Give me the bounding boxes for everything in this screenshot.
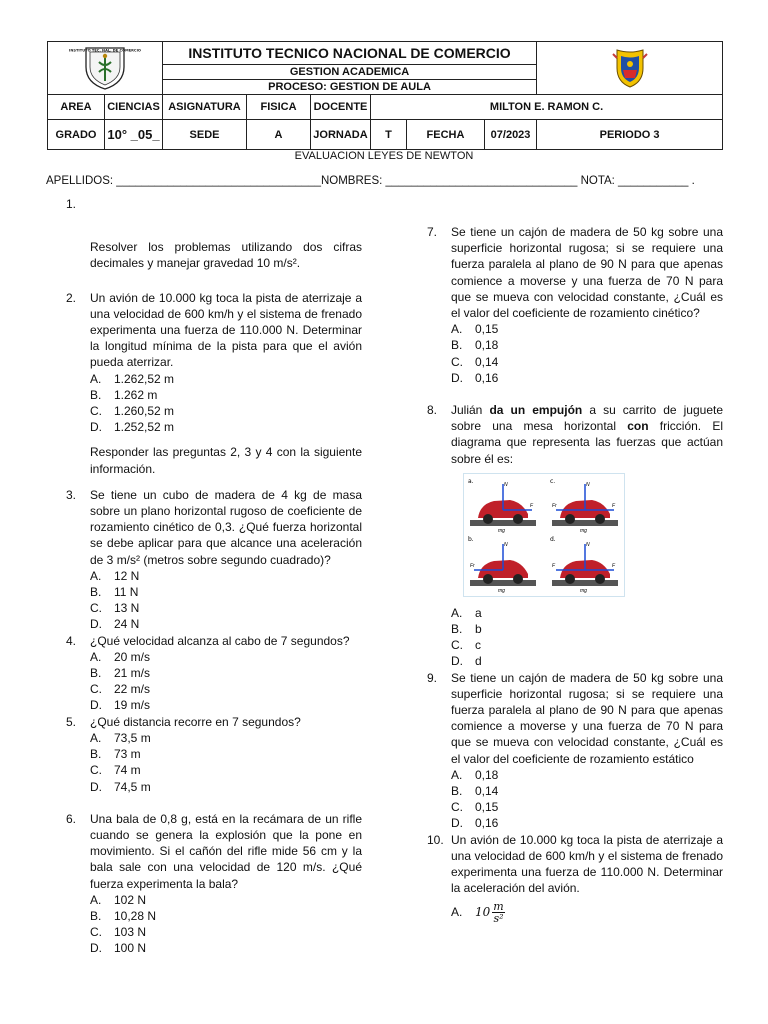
option[interactable]: B. 0,18 (451, 338, 499, 353)
subject-label: ASIGNATURA (163, 95, 247, 120)
diagram-d (550, 536, 618, 594)
option[interactable]: B. 10,28 N (90, 908, 157, 923)
option[interactable]: A. 1.262,52 m (90, 371, 175, 386)
management-row: GESTION ACADEMICA (163, 65, 537, 80)
question-3 (66, 487, 362, 568)
options-q3 (90, 568, 362, 633)
options-q6 (90, 892, 362, 957)
question-number: 4. (66, 633, 77, 648)
force-label: F (612, 502, 616, 509)
teacher-label: DOCENTE (311, 95, 371, 120)
question-text: Una bala de 0,8 g, está en la recámara de un rifle cuando se genera la explosión que la pone en movimiento. Si el cañón del rifle mide 56 cm y la bala sale con una velocidad de 120 m/s. ¿Qué fuerza experimenta la bala? (90, 811, 362, 891)
option[interactable]: B. 1.262 m (90, 387, 158, 402)
student-fields-line: APELLIDOS: ________________________________NOMBRES: ______________________________ NOTA: ___________ . (46, 175, 695, 187)
option[interactable]: A. 20 m/s (90, 649, 151, 664)
question-text: ¿Qué distancia recorre en 7 segundos? (90, 714, 301, 729)
instructions-text: Resolver los problemas utilizando dos cifras decimales y manejar gravedad 10 m/s². (90, 240, 362, 271)
option[interactable]: A. 102 N (90, 892, 147, 907)
option[interactable]: C. 0,15 (451, 800, 499, 815)
question-number: 6. (66, 811, 77, 826)
option[interactable]: A. 10 $\frac{m}{\text{s²}}$ (451, 899, 504, 925)
question-number: 8. (427, 403, 438, 418)
option[interactable]: B. b (451, 622, 482, 637)
option[interactable]: C. c (451, 638, 481, 653)
normal-force-label: N (504, 541, 508, 548)
diagram-label-b: b. (468, 535, 474, 543)
option[interactable]: D. 1.252,52 m (90, 420, 175, 435)
city-coat-of-arms-icon (609, 48, 651, 88)
option[interactable]: A. 73,5 m (90, 730, 151, 745)
force-diagrams-svg (464, 474, 624, 596)
option[interactable]: C. 74 m (90, 763, 141, 778)
option[interactable]: A. 0,18 (451, 767, 499, 782)
option[interactable]: A. a (451, 605, 482, 620)
force-label: F (530, 502, 534, 509)
question-number: 5. (66, 714, 77, 729)
answer-coefficient: 10 (475, 904, 491, 919)
diagram-label-d: d. (550, 535, 556, 543)
question-number: 7. (427, 225, 438, 239)
normal-force-label: N (586, 481, 590, 488)
question-6 (66, 811, 362, 892)
area-label: AREA (48, 95, 105, 120)
question-number: 1. (66, 197, 77, 211)
date-value: 07/2023 (485, 120, 537, 150)
question-5 (66, 714, 362, 730)
school-shield-logo-icon (69, 45, 141, 91)
left-logo-cell (48, 42, 163, 95)
exam-title: EVALUACION LEYES DE NEWTON (294, 150, 474, 162)
process-row: PROCESO: GESTION DE AULA (163, 80, 537, 95)
option[interactable]: C. 13 N (90, 601, 140, 616)
weight-label: mg (498, 527, 505, 534)
option[interactable]: C. 22 m/s (90, 682, 151, 697)
subject-value: FISICA (247, 95, 311, 120)
option[interactable]: D. 19 m/s (90, 698, 151, 713)
diagram-label-c: c. (550, 477, 556, 485)
option[interactable]: A. 0,15 (451, 322, 499, 337)
option[interactable]: D. 0,16 (451, 370, 499, 385)
options-q2 (90, 371, 362, 436)
question-text: Un avión de 10.000 kg toca la pista de aterrizaje a una velocidad de 600 km/h y el sistema de frenado experimenta una fuerza de 110.000 N. Determinar la longitud mínima de la pista para que el avión pueda aterrizar. (90, 290, 362, 370)
right-logo-cell (537, 42, 723, 95)
option[interactable]: B. 73 m (90, 747, 141, 762)
force-label: F (612, 562, 616, 569)
option[interactable]: B. 0,14 (451, 784, 499, 799)
info-text: Responder las preguntas 2, 3 y 4 con la siguiente información. (90, 445, 362, 476)
diagram-b (468, 536, 536, 594)
friction-label: Fr (552, 502, 557, 509)
options-q10 (451, 901, 723, 924)
options-q4 (90, 649, 362, 714)
question-text: Se tiene un cajón de madera de 50 kg sobre una superficie horizontal rugosa; si se requiere una fuerza paralela al plano de 90 N para que apenas comience a moverse y una fuerza de 70 N para que se mueva con velocidad constante, ¿Cuál es el valor del coeficiente de rozamiento estático (451, 670, 723, 766)
question-number: 10. (427, 832, 444, 847)
shift-label: JORNADA (311, 120, 371, 150)
option[interactable]: D. 0,16 (451, 816, 499, 831)
period-value: PERIODO 3 (537, 120, 723, 150)
weight-label: mg (580, 587, 587, 594)
question-2 (66, 290, 362, 371)
weight-label: mg (580, 527, 587, 534)
option[interactable]: B. 11 N (90, 585, 139, 600)
logo-left-text: INSTITUTO TÉC. NAL. DE COMERCIO (69, 48, 141, 53)
teacher-value: MILTON E. RAMON C. (371, 95, 723, 120)
question-9 (427, 670, 723, 767)
campus-value: A (247, 120, 311, 150)
area-value: CIENCIAS (105, 95, 163, 120)
question-7 (427, 224, 723, 321)
options-q5 (90, 730, 362, 795)
question-number: 3. (66, 487, 77, 502)
normal-force-label: N (586, 541, 590, 548)
question-text: ¿Qué velocidad alcanza al cabo de 7 segundos? (90, 633, 350, 648)
diagram-c (550, 478, 618, 534)
option[interactable]: D. 74,5 m (90, 779, 151, 794)
options-q9 (451, 767, 723, 832)
weight-label: mg (498, 587, 505, 594)
date-label: FECHA (407, 120, 485, 150)
header-table (47, 41, 722, 149)
question-text: Julián da un empujón a su carrito de juguete sobre una mesa horizontal con fricción. El diagrama que representa las fuerzas que actúan sobre él es: (451, 403, 724, 466)
campus-label: SEDE (163, 120, 247, 150)
option[interactable]: C. 1.260,52 m (90, 404, 175, 419)
option[interactable]: D. d (451, 654, 482, 669)
option[interactable]: C. 0,14 (451, 354, 499, 369)
institution-title: INSTITUTO TECNICO NACIONAL DE COMERCIO (163, 42, 537, 65)
question-4 (66, 633, 362, 649)
option[interactable]: D. 100 N (90, 941, 147, 956)
grade-value: 10° _05_ (105, 120, 163, 150)
diagram-label-a: a. (468, 477, 474, 485)
question-number: 2. (66, 290, 77, 305)
question-number: 9. (427, 670, 438, 685)
question-text: Un avión de 10.000 kg toca la pista de aterrizaje a una velocidad de 600 km/h y el sistema de frenado experimenta una fuerza de 110.000 N. Determinar la aceleración del avión. (451, 832, 723, 896)
units-fraction: $\frac{m}{\text{s²}}$ (493, 899, 504, 925)
option[interactable]: A. 12 N (90, 568, 140, 583)
question-text: Se tiene un cubo de madera de 4 kg de masa sobre un plano horizontal rugoso de coeficiente de rozamiento cinético de 0,3. ¿Qué fuerza horizontal se debe aplicar para que alcance una aceleración de 3 m/s² (metros sobre segundo cuadrado)? (90, 487, 362, 567)
left-column (66, 196, 362, 957)
diagram-a (468, 478, 536, 534)
force-diagram-figure (463, 473, 625, 597)
right-column (427, 224, 723, 924)
grade-label: GRADO (48, 120, 105, 150)
option[interactable]: B. 21 m/s (90, 666, 151, 681)
options-q7 (451, 321, 723, 386)
shift-value: T (371, 120, 407, 150)
normal-force-label: N (504, 481, 508, 488)
friction-label: Fr (470, 562, 475, 569)
question-10 (427, 832, 723, 897)
question-1 (66, 196, 362, 212)
option[interactable]: C. 103 N (90, 925, 147, 940)
options-q8 (451, 605, 723, 670)
force-label: F (552, 562, 556, 569)
question-8 (427, 402, 723, 467)
question-text: Se tiene un cajón de madera de 50 kg sobre una superficie horizontal rugosa; si se requiere una fuerza paralela al plano de 90 N para que apenas comience a moverse y una fuerza de 70 N para que se mueva con velocidad constante, ¿Cuál es el valor del coeficiente de rozamiento cinético? (451, 225, 723, 321)
option[interactable]: D. 24 N (90, 617, 140, 632)
